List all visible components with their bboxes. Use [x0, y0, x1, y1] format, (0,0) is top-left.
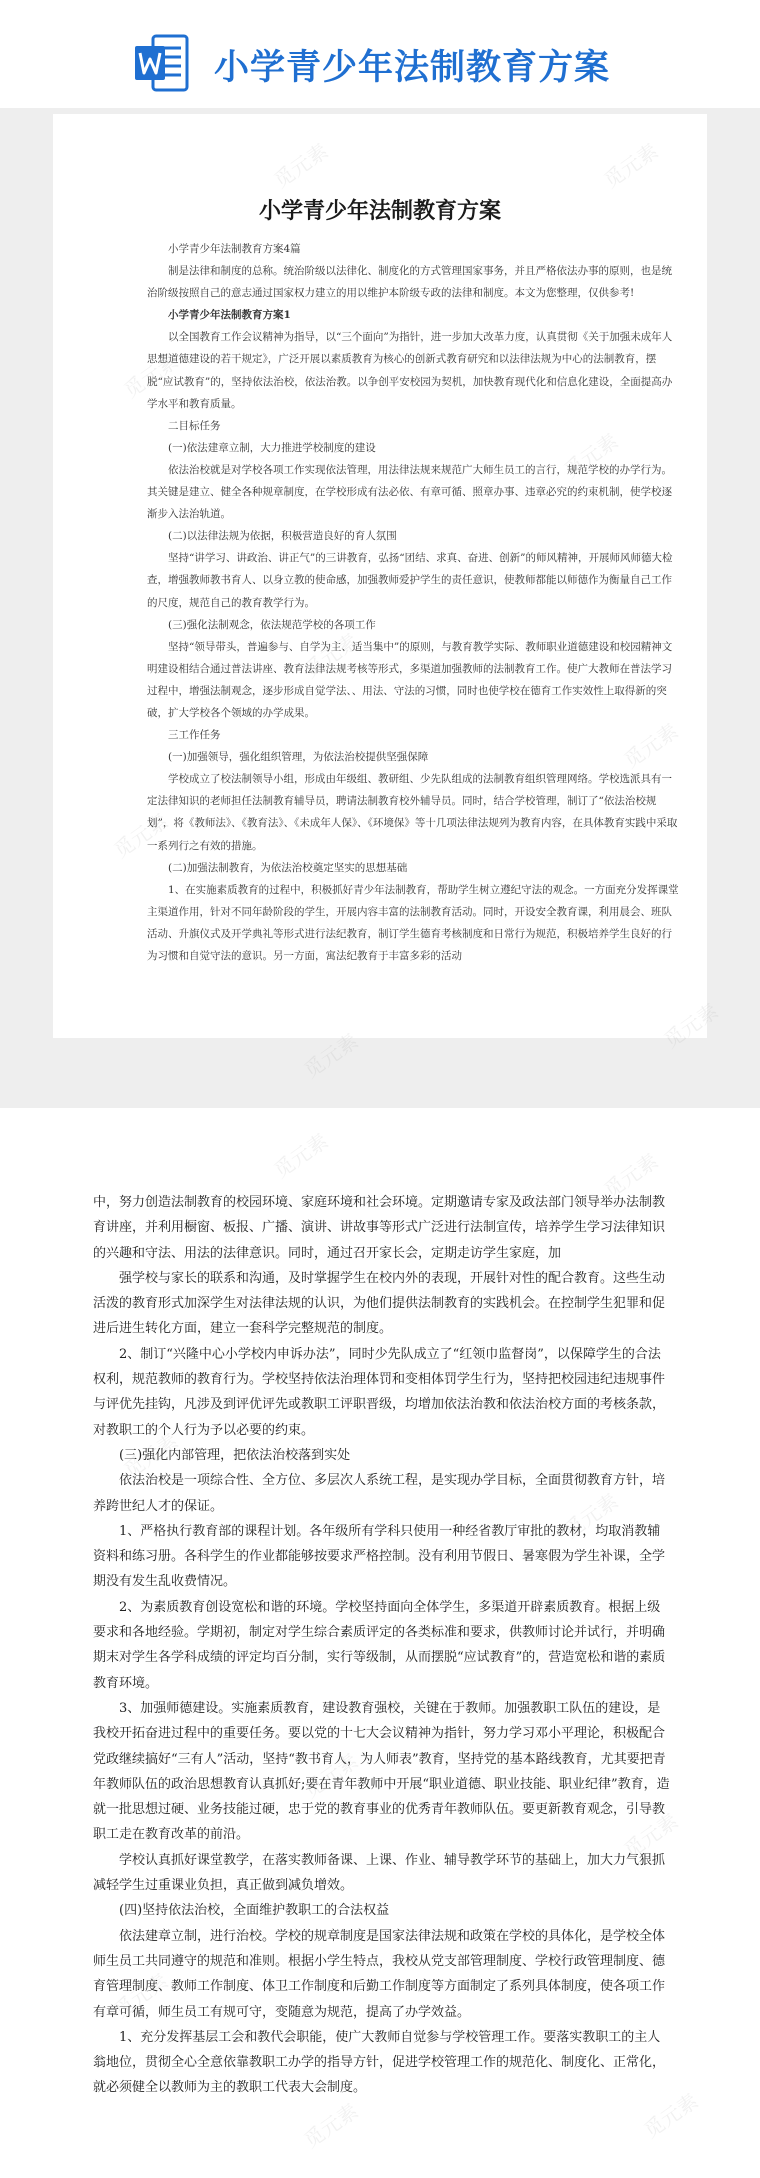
paragraph: (三)强化法制观念，依法规范学校的各项工作: [168, 618, 376, 631]
banner-title: 小学青少年法制教育方案: [214, 48, 611, 88]
paragraph: 学校成立了校法制领导小组，形成由年级组、教研组、少先队组成的法制教育组织管理网络。学校选派具有一定法律知识的老师担任法制教育辅导员，聘请法制教育校外辅导员。同时，结合学校管理，制订了“依法治校规划”，将《教师法》、《教育法》、《未成年人保》、《环境保》等十几项法律法规列为教育内容，在具体教育实践中采取一系列行之有效的措施。: [147, 773, 678, 852]
paragraph: (二)以法律法规为依据，积极营造良好的育人氛围: [168, 530, 397, 543]
watermark-text: 觅元素: [639, 2088, 703, 2143]
watermark-text: 觅元素: [119, 1428, 183, 1483]
paragraph: 强学校与家长的联系和沟通，及时掌握学生在校内外的表现，开展针对性的配合教育。这些生动活泼的教育形式加深学生对法律法规的认识，为他们提供法制教育的实践机会。在控制学生犯罪和促进后进生转化方面，建立一套科学完整规范的制度。: [93, 1270, 666, 1337]
document-page-1: [53, 114, 707, 1038]
paragraph: 依法治校是一项综合性、全方位、多层次人系统工程，是实现办学目标，全面贯彻教育方针，培养跨世纪人才的保证。: [93, 1473, 666, 1514]
word-document-icon: [133, 32, 191, 94]
watermark-text: 觅元素: [299, 1748, 363, 1803]
watermark-text: 觅元素: [269, 1128, 333, 1183]
paragraph: 依法治校就是对学校各项工作实现依法管理，用法律法规来规范广大师生员工的言行，规范学校的办学行为。其关键是建立、健全各种规章制度，在学校形成有法必依、有章可循、照章办事、违章必究的约束机制，使学校逐渐步入法治轨道。: [147, 463, 672, 521]
paragraph: (一)依法建章立制，大力推进学校制度的建设: [168, 441, 376, 454]
paragraph: (四)坚持依法治校，全面维护教职工的合法权益: [119, 1903, 390, 1919]
watermark-text: 觅元素: [559, 1488, 623, 1543]
paragraph: 3、加强师德建设。实施素质教育，建设教育强校，关键在于教师。加强教职工队伍的建设，是我校开拓奋进过程中的重要任务。要以党的十七大会议精神为指针，努力学习邓小平理论，积极配合党政继续搞好“三有人”活动，坚持“教书育人，为人师表”教育，坚持党的基本路线教育，尤其要把青年教师队伍的政治思想教育认真抓好;要在青年教师中开展“职业道德、职业技能、职业纪律”教育，造就一批思想过硬、业务技能过硬，忠于党的教育事业的优秀青年教师队伍。要更新教育观念，引导教职工走在教育改革的前沿。: [93, 1700, 670, 1843]
paragraph: (一)加强领导，强化组织管理，为依法治校提供坚强保障: [168, 751, 429, 764]
paragraph: 小学青少年法制教育方案1: [168, 309, 291, 322]
paragraph: 坚持“领导带头，普遍参与、自学为主、适当集中”的原则，与教育教学实际、教师职业道德建设和校园精神文明建设相结合通过普法讲座、教育法律法规考核等形式，多渠道加强教师的法制教育工作。使广大教师在普法学习过程中，增强法制观念，逐步形成自觉学法、、用法、守法的习惯，同时也使学校在德育工作实效性上取得新的突破，扩大学校各个领域的办学成果。: [147, 640, 673, 719]
paragraph: 学校认真抓好课堂教学，在落实教师备课、上课、作业、辅导教学环节的基础上，加大力气狠抓减轻学生过重课业负担，真正做到减负增效。: [93, 1852, 666, 1894]
paragraph: 坚持“讲学习、讲政治、讲正气”的三讲教育，弘扬“团结、求真、奋进、创新”的师风精神，开展师风师德大检查，增强教师教书育人、以身立教的使命感，加强教师爱护学生的责任意识，使教师都能以师德作为衡量自己工作的尺度，规范自己的教育教学行为。: [147, 552, 673, 609]
banner: [0, 0, 760, 108]
watermark-text: 觅元素: [599, 1148, 663, 1203]
watermark-text: 觅元素: [109, 1968, 173, 2023]
paragraph: 二目标任务: [168, 419, 221, 432]
paragraph: 2、为素质教育创设宽松和谐的环境。学校坚持面向全体学生，多渠道开辟素质教育。根据上级要求和各地经验。学期初，制定对学生综合素质评定的各类标准和要求，供教师讨论并试行，并明确期末对学生各学科成绩的评定均百分制，实行等级制，从而摆脱“应试教育”的，营造宽松和谐的素质教育环境。: [93, 1599, 666, 1691]
paragraph: 三工作任务: [168, 729, 221, 742]
paragraph: 依法建章立制，进行治校。学校的规章制度是国家法律法规和政策在学校的具体化，是学校全体师生员工共同遵守的规范和准则。根据小学生特点，我校从党支部管理制度、学校行政管理制度、德育管理制度、教师工作制度、体卫工作制度和后勤工作制度等方面制定了系列具体制度，使各项工作有章可循，师生员工有规可守，变随意为规范，提高了办学效益。: [93, 1928, 666, 2020]
paragraph: 1、充分发挥基层工会和教代会职能，使广大教师自觉参与学校管理工作。要落实教职工的主人翁地位，贯彻全心全意依靠教职工办学的指导方针，促进学校管理工作的规范化、制度化、正常化，就必须健全以教师为主的教职工代表大会制度。: [93, 2029, 666, 2096]
watermark-text: 觅元素: [619, 1808, 683, 1863]
paragraph: 2、制订“兴隆中心小学校内申诉办法”，同时少先队成立了“红领巾监督岗”，以保障学生的合法权利，规范教师的教育行为。学校坚持依法治理体罚和变相体罚学生行为，坚持把校园违纪违规事件与评优先挂钩，凡涉及到评优评先或教职工评职晋级，均增加依法治教和依法治校方面的考核条款，对教职工的个人行为予以必要的约束。: [93, 1346, 666, 1438]
paragraph: 小学青少年法制教育方案4篇: [168, 243, 301, 255]
paragraph: (二)加强法制教育，为依法治校奠定坚实的思想基础: [168, 861, 408, 874]
paragraph: 1、在实施素质教育的过程中，积极抓好青少年法制教育，帮助学生树立遵纪守法的观念。一方面充分发挥课堂主渠道作用，针对不同年龄阶段的学生，开展内容丰富的法制教育活动。同时，开设安全教育课，利用晨会、班队活动、升旗仪式及开学典礼等形式进行法纪教育，制订学生德育考核制度和日常行为规范，积极培养学生良好的行为习惯和自觉守法的意识。另一方面，寓法纪教育于丰富多彩的活动: [147, 883, 679, 962]
document-title: 小学青少年法制教育方案: [258, 198, 501, 224]
page2-body: [93, 1190, 671, 2101]
document-page-2: [93, 1190, 671, 2174]
paragraph: 中，努力创造法制教育的校园环境、家庭环境和社会环境。定期邀请专家及政法部门领导举办法制教育讲座，并利用橱窗、板报、广播、演讲、讲故事等形式广泛进行法制宣传，培养学生学习法律知识的兴趣和守法、用法的法律意识。同时，通过召开家长会，定期走访学生家庭，加: [93, 1195, 666, 1261]
paragraph: 制是法律和制度的总称。统治阶级以法律化、制度化的方式管理国家事务，并且严格依法办事的原则，也是统治阶级按照自己的意志通过国家权力建立的用以维护本阶级专政的法律和制度。本文为您整理，仅供参考!: [147, 265, 672, 300]
paragraph: 1、严格执行教育部的课程计划。各年级所有学科只使用一种经省教厅审批的教材，均取消教辅资料和练习册。各科学生的作业都能够按要求严格控制。没有利用节假日、暑寒假为学生补课，全学期没有发生乱收费情况。: [93, 1523, 666, 1590]
watermark-text: 觅元素: [299, 2098, 363, 2153]
paragraph: 以全国教育工作会议精神为指导，以“三个面向”为指针，进一步加大改革力度，认真贯彻《关于加强未成年人思想道德建设的若干规定》，广泛开展以素质教育为核心的创新式教育研究和以法律法规为中心的法制教育，摆脱“应试教育”的，坚持依法治校，依法治教。以争创平安校园为契机，加快教育现代化和信息化建设，全面提高办学水平和教育质量。: [147, 331, 673, 410]
paragraph: (三)强化内部管理，把依法治校落到实处: [119, 1447, 351, 1463]
page1-body: [147, 238, 681, 967]
